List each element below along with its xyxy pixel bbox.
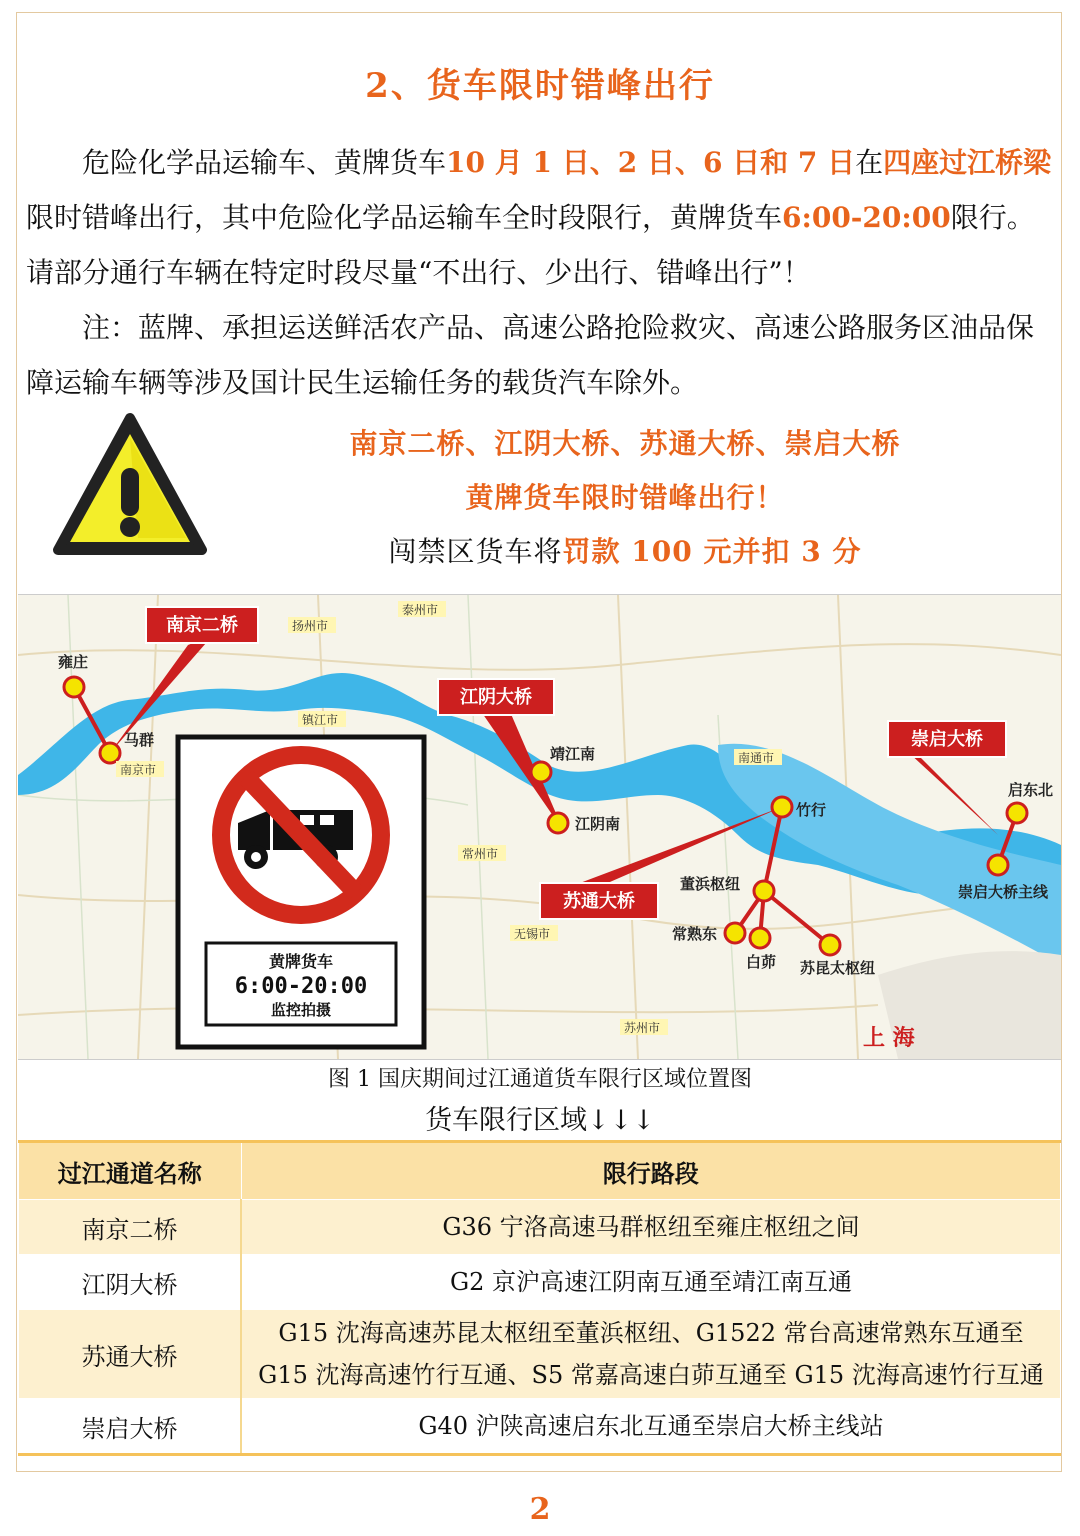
warning-penalty-prefix: 闯禁区货车将	[388, 535, 563, 568]
warning-truck-limit: 黄牌货车限时错峰出行！	[465, 481, 785, 514]
table-row	[19, 1200, 1061, 1255]
route-cell: G15 沈海高速苏昆太枢纽至董浜枢纽、G1522 常台高速常熟东互通至G15 沈海高速竹行互通、S5 常嘉高速白茆互通至 G15 沈海高速竹行互通	[241, 1310, 1061, 1399]
intro-hours: 6:00-20:00	[782, 201, 951, 234]
point-maqun: 马群	[124, 731, 155, 749]
point-changshudong: 常熟东	[672, 925, 718, 943]
point-chongqi-main: 崇启大桥主线	[958, 883, 1049, 901]
bridge-name: 崇启大桥	[19, 1399, 242, 1455]
city-suzhou: 苏州市	[624, 1021, 661, 1035]
warning-penalty-amount: 罚款 100 元并扣 3 分	[562, 535, 862, 568]
city-zhenjiang: 镇江市	[302, 713, 339, 727]
section-title: 2、货车限时错峰出行	[365, 66, 715, 106]
point-jiangyinnan: 江阴南	[575, 815, 621, 833]
route-cell: G2 京沪高速江阴南互通至靖江南互通	[241, 1255, 1061, 1310]
point-dongbang: 董浜枢纽	[680, 875, 741, 893]
sign-line3: 监控拍摄	[270, 1001, 332, 1019]
note-paragraph: 注：蓝牌、承担运送鲜活农产品、高速公路抢险救灾、高速公路服务区油品保障运输车辆等涉及国计民生运输任务的载货汽车除外。	[26, 311, 1035, 399]
table-row	[19, 1310, 1061, 1399]
table-row	[19, 1399, 1061, 1455]
no-truck-sign	[178, 737, 424, 1047]
bridge-name: 江阴大桥	[19, 1255, 242, 1310]
city-taizhou: 泰州市	[402, 603, 439, 617]
point-baimao: 白茆	[746, 953, 777, 971]
callout-sutong: 苏通大桥	[563, 891, 635, 912]
warning-bridges: 南京二桥、江阴大桥、苏通大桥、崇启大桥	[349, 427, 901, 460]
route-cell: G36 宁洛高速马群枢纽至雍庄枢纽之间	[241, 1200, 1061, 1255]
warning-penalty	[0, 530, 1080, 570]
point-jingjiangnan: 靖江南	[550, 745, 596, 763]
point-yongzhuang: 雍庄	[58, 653, 89, 671]
intro-bridges: 四座过江桥梁	[883, 146, 1052, 179]
page-number: 2	[529, 1492, 551, 1527]
point-zhuhang: 竹行	[796, 801, 827, 819]
sea-label: 上 海	[863, 1026, 915, 1051]
bridge-name: 苏通大桥	[19, 1310, 242, 1399]
intro-part-a: 危险化学品运输车、黄牌货车	[82, 146, 447, 179]
callout-nanjing: 南京二桥	[166, 615, 238, 636]
city-nantong: 南通市	[738, 751, 775, 765]
header-route: 限行路段	[241, 1142, 1061, 1200]
intro-part-e: 限时错峰出行，其中危险化学品运输车全时段限行，黄牌货车	[26, 201, 783, 234]
header-name: 过江通道名称	[19, 1142, 242, 1200]
city-changzhou: 常州市	[462, 847, 499, 861]
restriction-table	[18, 1140, 1061, 1456]
intro-part-g: 限行。请部分通行车辆在特定时段尽量“不出行、少出行、错峰出行”！	[26, 201, 1035, 289]
city-yangzhou: 扬州市	[292, 619, 329, 633]
point-qidongbei: 启东北	[1008, 781, 1054, 799]
city-nanjing: 南京市	[120, 763, 157, 777]
point-sukuntai: 苏昆太枢纽	[800, 959, 876, 977]
figure-caption: 图 1 国庆期间过江通道货车限行区域位置图	[328, 1067, 752, 1092]
route-cell: G40 沪陕高速启东北互通至崇启大桥主线站	[241, 1399, 1061, 1455]
bridge-name: 南京二桥	[19, 1200, 242, 1255]
callout-chongqi: 崇启大桥	[911, 729, 983, 750]
intro-part-c: 在	[855, 146, 884, 179]
restriction-map	[18, 594, 1061, 1060]
intro-dates: 10 月 1 日、2 日、6 日和 7 日	[446, 146, 856, 179]
city-wuxi: 无锡市	[514, 927, 551, 941]
callout-jiangyin: 江阴大桥	[460, 687, 532, 708]
sign-line2: 6:00-20:00	[234, 974, 368, 999]
intro-paragraph	[26, 135, 1056, 300]
region-caption: 货车限行区域↓↓↓	[425, 1105, 655, 1136]
sign-line1: 黄牌货车	[268, 952, 334, 971]
table-row	[19, 1255, 1061, 1310]
